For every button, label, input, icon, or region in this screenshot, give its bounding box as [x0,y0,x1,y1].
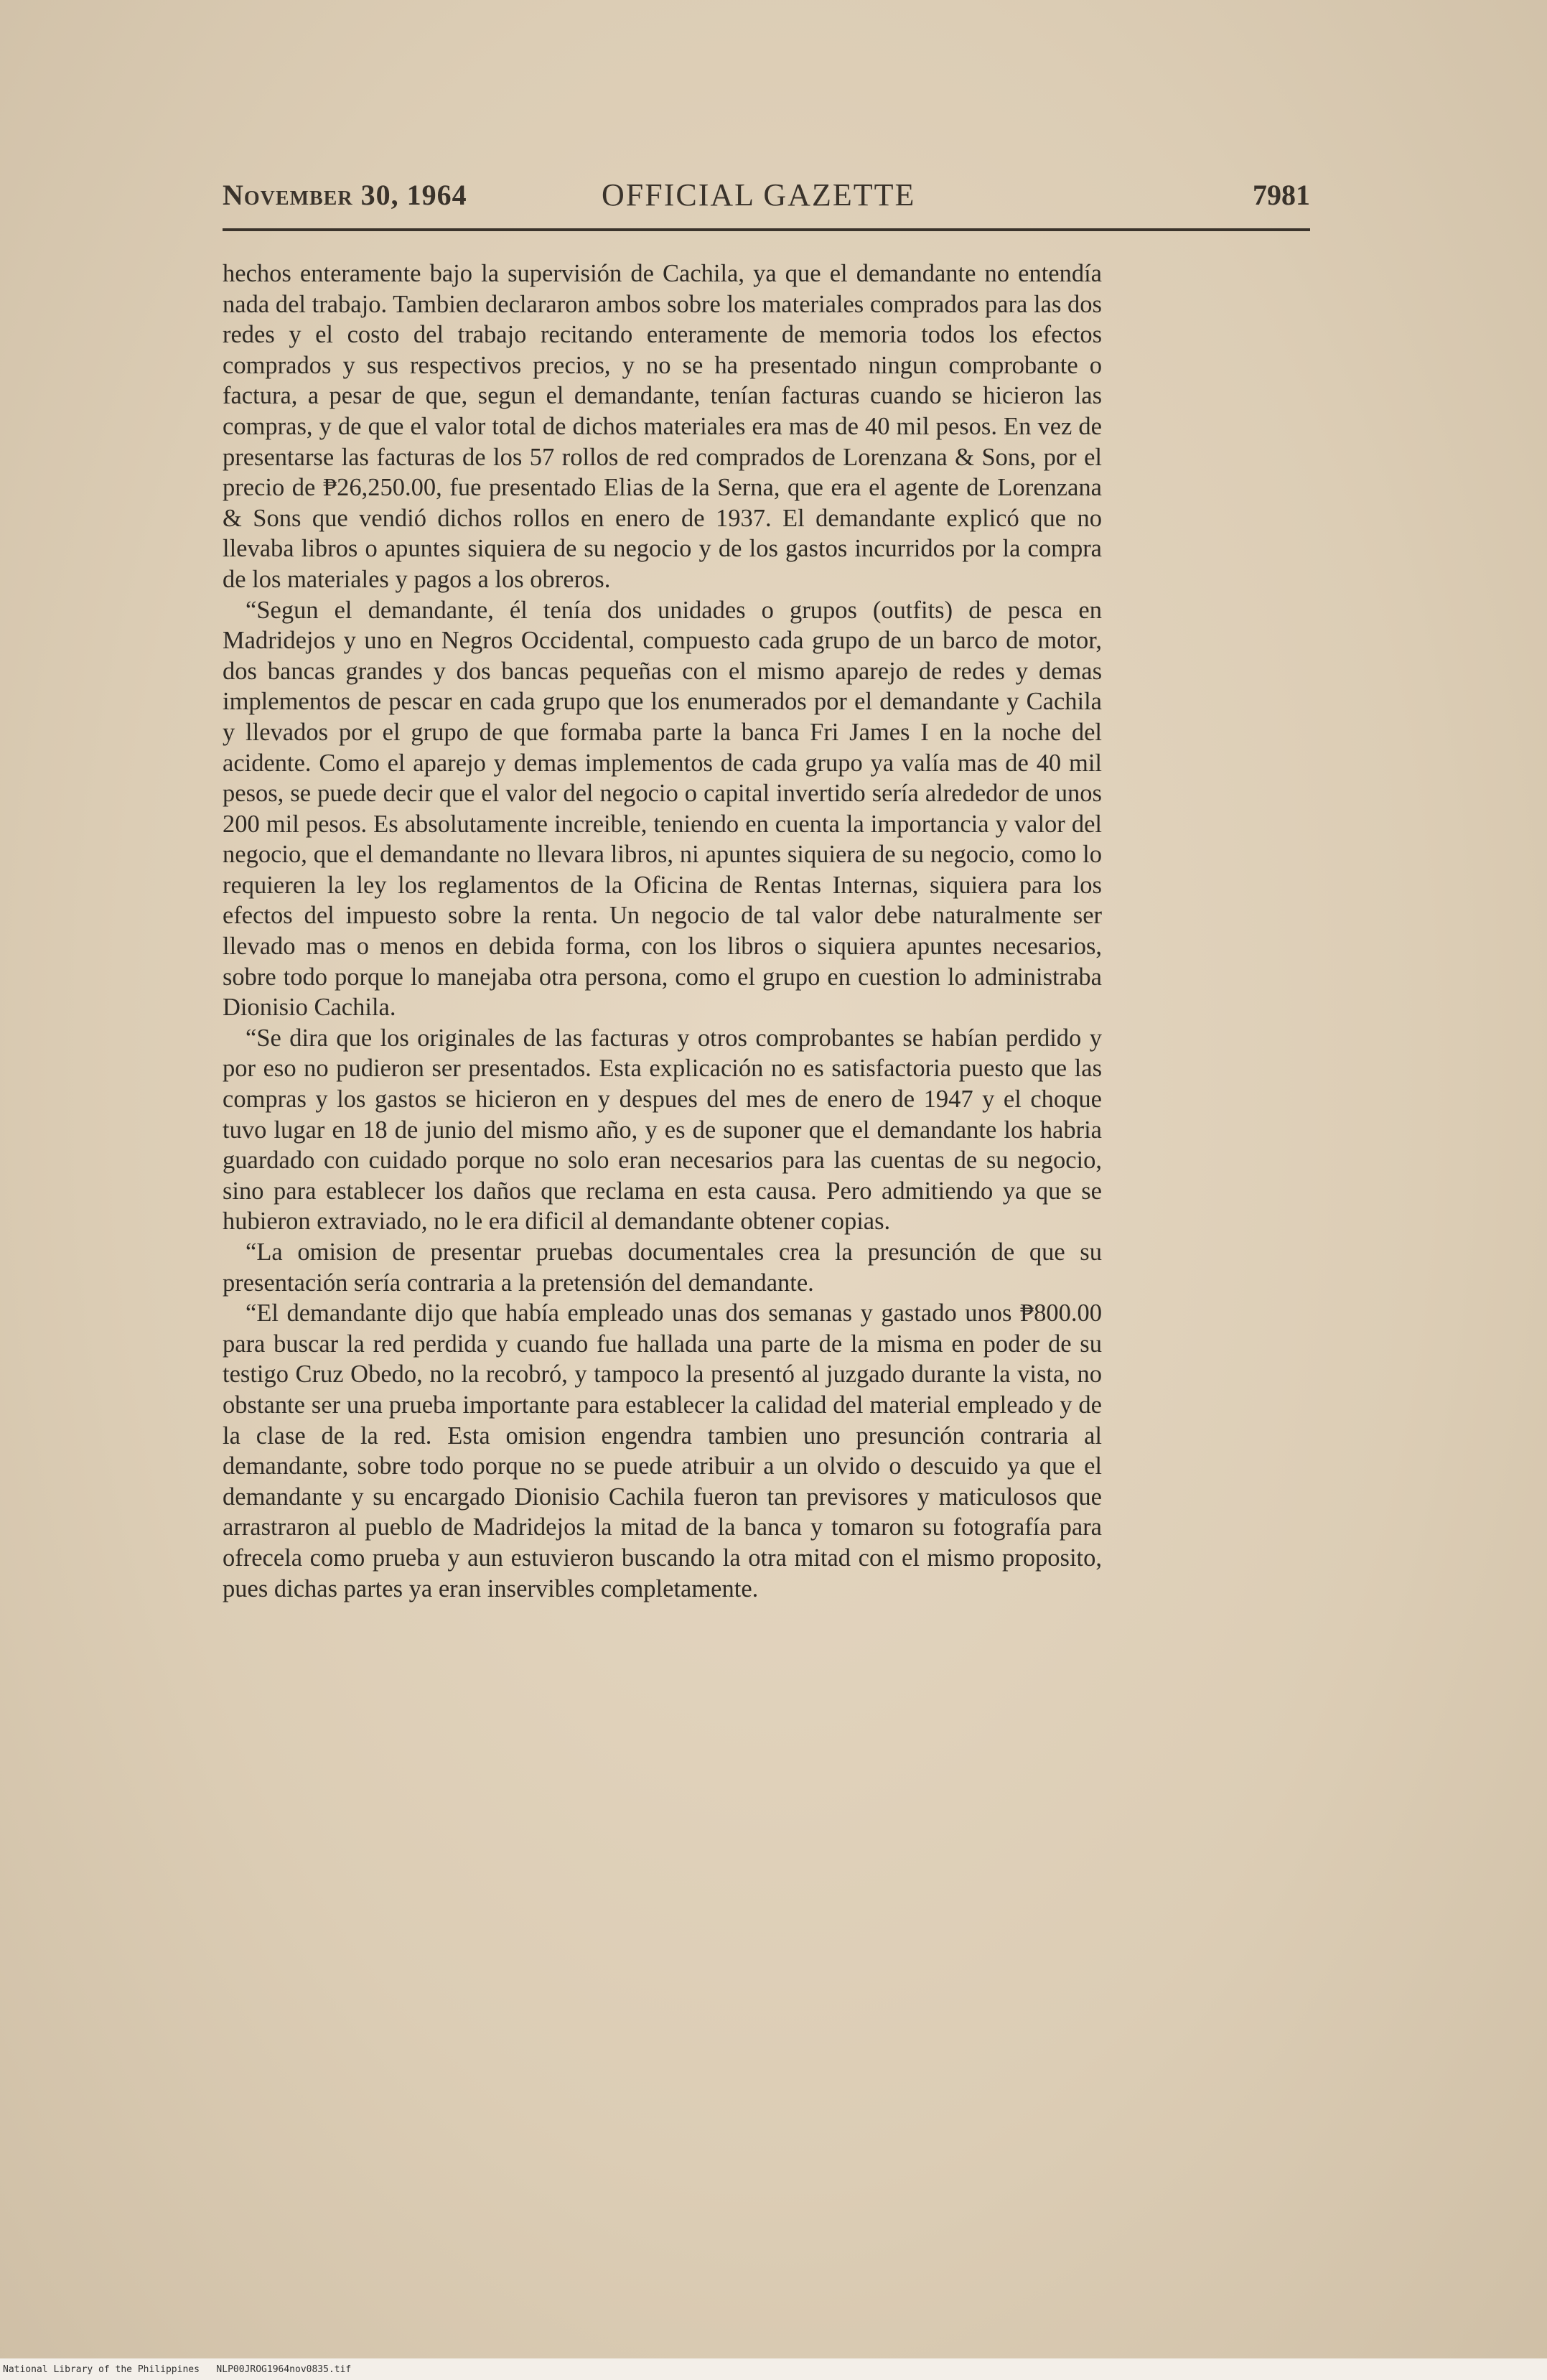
header-date: November 30, 1964 [223,179,467,211]
paragraph-5: “El demandante dijo que había empleado unas dos semanas y gastado unos ₱800.00 para buscar la red perdida y cuando fue hallada una parte de la misma en poder de su testigo Cruz Obedo, no la recobró, y tampoco la presentó al juzgado durante la vista, no obstante ser una prueba importante para establecer la calidad del material empleado y de la clase de la red. Esta omision engendra tambien uno presunción contraria al demandante, sobre todo porque no se puede atribuir a un olvido o descuido ya que el demandante y su encargado Dionisio Cachila fueron tan previsores y maticulosos que arrastraron al pueblo de Madridejos la mitad de la banca y tomaron su fotografía para ofrecela como prueba y aun estuvieron buscando la otra mitad con el mismo proposito, pues dichas partes ya eran inservibles completamente. [223,1299,1102,1602]
paragraph-2: “Segun el demandante, él tenía dos unidades o grupos (outfits) de pesca en Madridejos y uno en Negros Occidental, compuesto cada grupo de un barco de motor, dos bancas grandes y dos bancas pequeñas con el mismo aparejo de redes y demas implementos de pescar en cada grupo que los enumerados por el demandante y Cachila y llevados por el grupo de que formaba parte la banca Fri James I en la noche del acidente. Como el aparejo y demas implementos de cada grupo ya valía mas de 40 mil pesos, se puede decir que el valor del negocio o capital invertido sería alrededor de unos 200 mil pesos. Es absolutamente increible, teniendo en cuenta la importancia y valor del negocio, que el demandante no llevara libros, ni apuntes siquiera de su negocio, como lo requieren la ley los reglamentos de la Oficina de Rentas Internas, siquiera para los efectos del impuesto sobre la renta. Un negocio de tal valor debe naturalmente ser llevado mas o menos en debida forma, con los libros o siquiera apuntes necesarios, sobre todo porque lo manejaba otra persona, como el grupo en cuestion lo administraba Dionisio Cachila. [223,596,1102,1022]
paragraph-4: “La omision de presentar pruebas documentales crea la presunción de que su presentación sería contraria a la pretensión del demandante. [223,1238,1102,1297]
page-number: 7981 [1253,179,1310,211]
publication-title: OFFICIAL GAZETTE [602,177,916,213]
page-header [223,178,1310,221]
footer-source: National Library of the Philippines [3,2364,200,2375]
header-rule [223,228,1310,231]
paragraph-1: hechos enteramente bajo la supervisión de Cachila, ya que el demandante no entendía nada del trabajo. Tambien declararon ambos sobre los materiales comprados para las dos redes y el costo del trabajo recitando enteramente de memoria todos los efectos comprados y sus respectivos precios, y no se ha presentado ningun comprobante o factura, a pesar de que, segun el demandante, tenían facturas cuando se hicieron las compras, y de que el valor total de dichos materiales era mas de 40 mil pesos. En vez de presentarse las facturas de los 57 rollos de red comprados de Lorenzana & Sons, por el precio de ₱26,250.00, fue presentado Elias de la Serna, que era el agente de Lorenzana & Sons que vendió dichos rollos en enero de 1937. El demandante explicó que no llevaba libros o apuntes siquiera de su negocio y de los gastos incurridos por la compra de los materiales y pagos a los obreros. [223,260,1102,593]
body-text [223,258,1102,1604]
scan-footer [3,2364,351,2375]
footer-filename: NLP00JROG1964nov0835.tif [216,2364,352,2375]
paragraph-3: “Se dira que los originales de las facturas y otros comprobantes se habían perdido y por eso no pudieron ser presentados. Esta explicación no es satisfactoria puesto que las compras y los gastos se hicieron en y despues del mes de enero de 1947 y el choque tuvo lugar en 18 de junio del mismo año, y es de suponer que el demandante los habria guardado con cuidado porque no solo eran necesarios para las cuentas de su negocio, sino para establecer los daños que reclama en esta causa. Pero admitiendo ya que se hubieron extraviado, no le era dificil al demandante obtener copias. [223,1024,1102,1236]
